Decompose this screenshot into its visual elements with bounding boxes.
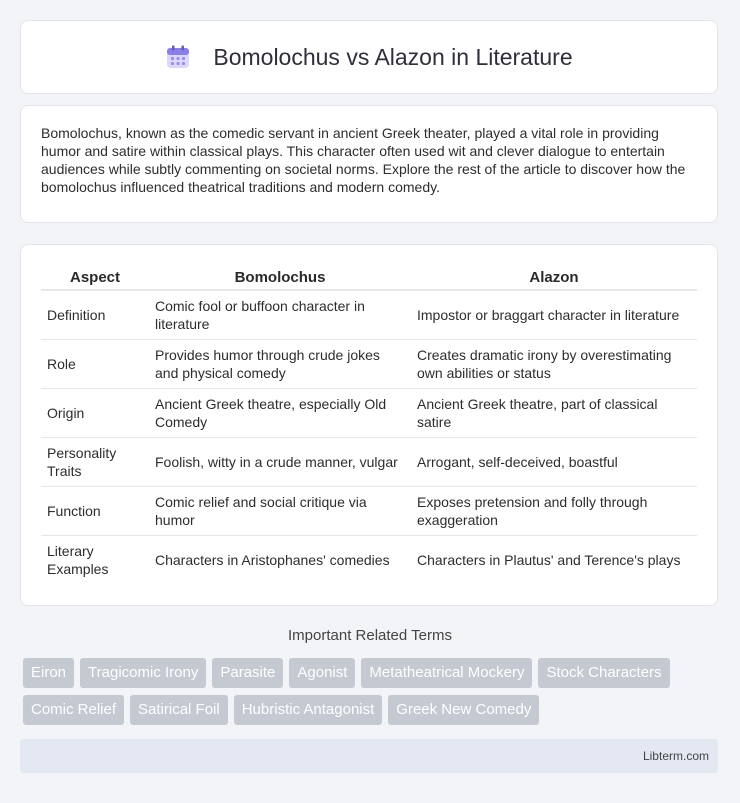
related-terms-list [23,658,723,725]
term-tag[interactable]: Eiron [23,658,74,688]
bomolochus-cell: Ancient Greek theatre, especially Old Comedy [149,389,411,438]
alazon-cell: Impostor or braggart character in literature [411,290,697,340]
bomolochus-cell: Provides humor through crude jokes and physical comedy [149,340,411,389]
intro-card [20,105,718,223]
table-row [41,536,697,585]
term-tag[interactable]: Parasite [212,658,283,688]
page-title: Bomolochus vs Alazon in Literature [213,43,573,70]
term-tag[interactable]: Satirical Foil [130,695,228,725]
table-row [41,340,697,389]
header-aspect: Aspect [41,263,149,290]
aspect-cell: Literary Examples [47,543,109,577]
alazon-cell: Arrogant, self-deceived, boastful [411,438,697,487]
term-tag[interactable]: Stock Characters [538,658,669,688]
bomolochus-cell: Comic fool or buffoon character in literature [149,290,411,340]
table-row [41,487,697,536]
header-bomolochus: Bomolochus [149,263,411,290]
footer-site-link[interactable]: Libterm.com [642,749,709,763]
calendar-icon [165,44,191,70]
term-tag[interactable]: Comic Relief [23,695,124,725]
term-tag[interactable]: Metatheatrical Mockery [361,658,532,688]
term-tag[interactable]: Greek New Comedy [388,695,539,725]
aspect-cell: Definition [41,290,149,340]
table-header-row [41,263,697,290]
comparison-card [20,244,718,606]
bomolochus-cell: Foolish, witty in a crude manner, vulgar [149,438,411,487]
comparison-table [41,263,697,584]
term-tag[interactable]: Hubristic Antagonist [234,695,383,725]
intro-paragraph: Bomolochus, known as the comedic servant in ancient Greek theater, played a vital role in providing humor and satire within classical plays. This character often used wit and clever dialogue to entertain audiences while subtly commenting on societal norms. Explore the rest of the article to discover how the bomolochus influenced theatrical traditions and modern comedy. [41,125,686,195]
alazon-cell: Ancient Greek theatre, part of classical satire [411,389,697,438]
header-alazon: Alazon [411,263,697,290]
table-row [41,290,697,340]
term-tag[interactable]: Tragicomic Irony [80,658,206,688]
table-row [41,438,697,487]
term-tag[interactable]: Agonist [289,658,355,688]
aspect-cell: Origin [41,389,149,438]
footer [20,739,718,773]
bomolochus-cell: Comic relief and social critique via humor [149,487,411,536]
aspect-cell: Function [41,487,149,536]
table-row [41,389,697,438]
related-terms-heading: Important Related Terms [288,627,452,644]
aspect-cell: Personality Traits [41,438,149,487]
alazon-cell: Exposes pretension and folly through exaggeration [411,487,697,536]
bomolochus-cell: Characters in Aristophanes' comedies [155,552,390,568]
title-card [20,20,718,94]
alazon-cell: Creates dramatic irony by overestimating own abilities or status [411,340,697,389]
alazon-cell: Characters in Plautus' and Terence's plays [417,552,681,568]
aspect-cell: Role [41,340,149,389]
